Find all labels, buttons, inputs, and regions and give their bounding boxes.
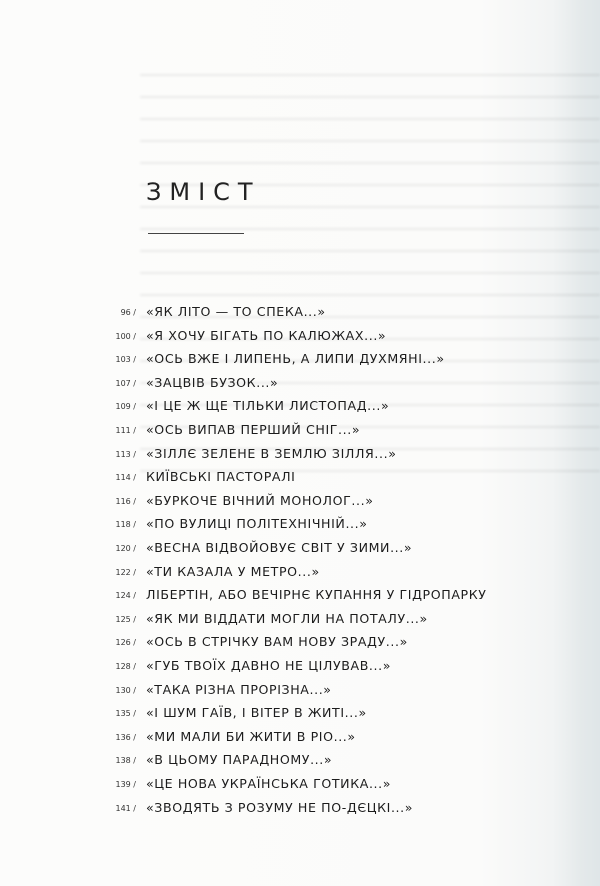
toc-entry [0, 492, 600, 514]
toc-entry [0, 350, 600, 372]
toc-page-number: 122 / [115, 567, 136, 577]
toc-page-number: 130 / [115, 685, 136, 695]
toc-entry [0, 563, 600, 585]
toc-entry [0, 397, 600, 419]
toc-entry [0, 539, 600, 561]
toc-page-number: 125 / [115, 614, 136, 624]
toc-page-number: 113 / [115, 449, 136, 459]
toc-entry [0, 610, 600, 632]
toc-entry-title: «МИ МАЛИ БИ ЖИТИ В РІО...» [146, 728, 356, 744]
toc-entry-title: «ЗАЦВІВ БУЗОК...» [146, 374, 279, 390]
toc-entry-title: «ОСЬ ВЖЕ І ЛИПЕНЬ, А ЛИПИ ДУХМЯНІ...» [146, 351, 445, 367]
toc-page-number: 128 / [115, 662, 136, 671]
toc-entry [0, 799, 600, 821]
toc-entry-title: «І ШУМ ГАЇВ, І ВІТЕР В ЖИТІ...» [146, 705, 367, 721]
toc-entry [0, 681, 600, 703]
toc-entry [0, 657, 600, 679]
toc-entry-title: «ЦЕ НОВА УКРАЇНСЬКА ГОТИКА...» [146, 776, 392, 791]
toc-page-number: 136 / [115, 732, 136, 742]
toc-page-number: 100 / [115, 331, 136, 341]
toc-entry-title: «ОСЬ В СТРІЧКУ ВАМ НОВУ ЗРАДУ...» [146, 634, 408, 650]
toc-entry-title: ЛІБЕРТІН, АБО ВЕЧІРНЄ КУПАННЯ У ГІДРОПАРКУ [146, 587, 487, 603]
toc-page-number: 107 / [115, 378, 136, 388]
toc-entry-title: «ЗІЛЛЄ ЗЕЛЕНЕ В ЗЕМЛЮ ЗІЛЛЯ...» [146, 445, 397, 461]
toc-entry-title: «ГУБ ТВОЇХ ДАВНО НЕ ЦІЛУВАВ...» [146, 658, 392, 673]
toc-entry [0, 775, 600, 797]
toc-page-number: 120 / [115, 544, 136, 553]
toc-page-number: 96 / [120, 308, 136, 317]
toc-entry-title: «БУРКОЧЕ ВІЧНИЙ МОНОЛОГ...» [146, 492, 374, 508]
toc-page-number: 116 / [115, 496, 136, 506]
toc-entry [0, 327, 600, 349]
toc-page-number: 103 / [115, 355, 136, 365]
toc-entry [0, 374, 600, 396]
toc-entry-title: «ВЕСНА ВІДВОЙОВУЄ СВІТ У ЗИМИ...» [146, 540, 413, 555]
toc-entry [0, 515, 600, 537]
toc-entry-title: «ЯК МИ ВІДДАТИ МОГЛИ НА ПОТАЛУ...» [146, 610, 428, 626]
toc-page-number: 124 / [115, 591, 136, 601]
toc-entry [0, 633, 600, 655]
toc-entry [0, 728, 600, 750]
toc-page-number: 118 / [115, 520, 136, 530]
toc-page-number: 139 / [115, 780, 136, 789]
toc-entry-title: КИЇВСЬКІ ПАСТОРАЛІ [146, 469, 296, 485]
toc-entry [0, 704, 600, 726]
toc-entry-title: «ТИ КАЗАЛА У МЕТРО...» [146, 563, 320, 579]
toc-entry-title: «Я ХОЧУ БІГАТЬ ПО КАЛЮЖАХ...» [146, 327, 387, 343]
toc-entry-title: «ЗВОДЯТЬ З РОЗУМУ НЕ ПО-ДЄЦКІ...» [146, 799, 414, 815]
toc-entry-title: «ТАКА РІЗНА ПРОРІЗНА...» [146, 681, 332, 697]
toc-entry-title: «ОСЬ ВИПАВ ПЕРШИЙ СНІГ...» [146, 422, 361, 437]
toc-entry-title: «В ЦЬОМУ ПАРАДНОМУ...» [146, 752, 333, 768]
toc-entry [0, 751, 600, 773]
toc-page-number: 135 / [115, 709, 136, 719]
contents-heading: ЗМІСТ [146, 178, 261, 206]
toc-entry [0, 421, 600, 443]
toc-page-number: 114 / [115, 473, 136, 483]
toc-entry [0, 586, 600, 608]
toc-page-number: 141 / [115, 803, 136, 813]
toc-page-number: 109 / [115, 402, 136, 412]
toc-entry-title: «ЯК ЛІТО — ТО СПЕКА...» [146, 304, 326, 319]
toc-page-number: 111 / [115, 426, 136, 435]
heading-underline [148, 233, 244, 234]
toc-entry-title: «І ЦЕ Ж ЩЕ ТІЛЬКИ ЛИСТОПАД...» [146, 398, 390, 414]
toc-page-number: 138 / [115, 756, 136, 766]
toc-page-number: 126 / [115, 638, 136, 648]
toc-entry-title: «ПО ВУЛИЦІ ПОЛІТЕХНІЧНІЙ...» [146, 516, 368, 532]
toc-entry [0, 468, 600, 490]
toc-entry [0, 303, 600, 325]
toc-entry [0, 445, 600, 467]
